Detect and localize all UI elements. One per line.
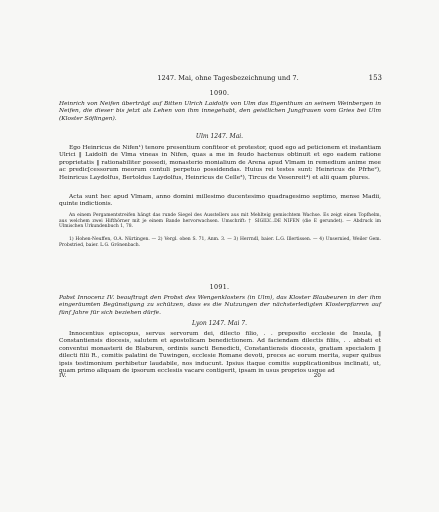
- place-date-1091: Lyon 1247. Mai 7.: [191, 320, 247, 327]
- running-head: 1247. Mai, ohne Tagesbezeichnung und 7.: [157, 74, 299, 82]
- charter-text-1090: Ego Heinricus de Nifen¹) tenore presentium confiteor et protestor, quod ego ad peticionem et instantiam Ulrici ‖ Laidolfi de Vlma vineas in Nifen, quas a me in feudo hactenus obtinuit et ego eadem ratione proprietatis ‖ rationabiliter possedi, monasterio monialium de Arena apud Vlmam in remedium anime mee ac predic[cessorum meorum contuli perpetuo possidendas. Huius rei testes sunt: Heinricus de Pfrhe²), Heinricus Laydolfus, Bertoldus Laydolfus, Heinricus de Celle³), Tircus de Vesenreit⁴) et alii quam plures.: [59, 145, 381, 181]
- regest-1090: Heinrich von Neifen überträgt auf Bitten Ulrich Laidolfs von Ulm das Eigenthum an seinem Weinbergen in Neifen, die dieser bis jetzt als Lehen von ihm innegehabt, den geistlichen Jungfrauen vom Gries bei Ulm (Kloster Söflingen).: [59, 101, 381, 122]
- signature-mark: 20: [313, 373, 321, 379]
- footnotes-1090: 1) Hohen-Neuffen, O.A. Nürtingen. — 2) Vergl. oben S. 71, Anm. 3. — 3) Herrndl, baier. L.G. Illertissen. — 4) Unsernied, Weiler Gem. Probstried, baier. L.G. Grönenbach.: [59, 237, 381, 248]
- regest-1091: Pabst Innocenz IV. beauftragt den Probst des Wengenklosters (in Ulm), das Kloster Blaubeuren in der ihm eingeräumten Begünstigung zu schützen, dass es die Nutzungen der nächsterledigten Klosterpfarren auf fünf Jahre für sich beziehen dürfe.: [59, 295, 381, 316]
- place-date-1090: Ulm 1247. Mai.: [195, 133, 244, 140]
- source-note-1090: An einem Pergamentstreifen hängt das runde Siegel des Ausstellers aus mit Mehlteig gemischtem Wachse. Es zeigt einen Topfhelm, aus welchem zwei Hifthörner mit je einem Bande hervorwachsen. Umschrift: † SIGILV...DE NIFEN (die E gerundet). — Abdruck im Ulmischen Urkundenbuch 1, 78.: [59, 213, 381, 230]
- volume-number: IV.: [59, 373, 67, 379]
- document-number-1091: 1091.: [209, 283, 230, 291]
- document-number-1090: 1090.: [209, 89, 230, 97]
- page-number: 153: [368, 74, 382, 82]
- page-footer: [59, 373, 381, 380]
- charter-text-1091: Innocentius episcopus, servus servorum dei, dilecto filio, . . preposito ecclesie de Insula, ‖ Constantiensis diocesis, salutem et apostolicam benedictionem. Ad faciendam dilectis filiis, . . abbati et conventui monasterii de Blaburen, ordinis sancti Benedicti, Constantiensis diocesis, gratiam specialem ‖ dilecti filii R., comitis palatini de Tuwingen, ecclesie Romane devoti, preces ac eorum merita, super quibus ipsis testimonium perhibetur laudabile, nos inducunt. Ipsius itaque comitis supplicationibus inclinati, ut, quam primo aliquam de ipsorum ecclesiis vacare contigerit, ipsam in usus proprios usque ad: [59, 331, 381, 375]
- dating-clause-1090: Acta sunt hec apud Vlmam, anno domini millesimo ducentesimo quadragesimo septimo, mense Madii, quinte indictionis.: [59, 194, 381, 208]
